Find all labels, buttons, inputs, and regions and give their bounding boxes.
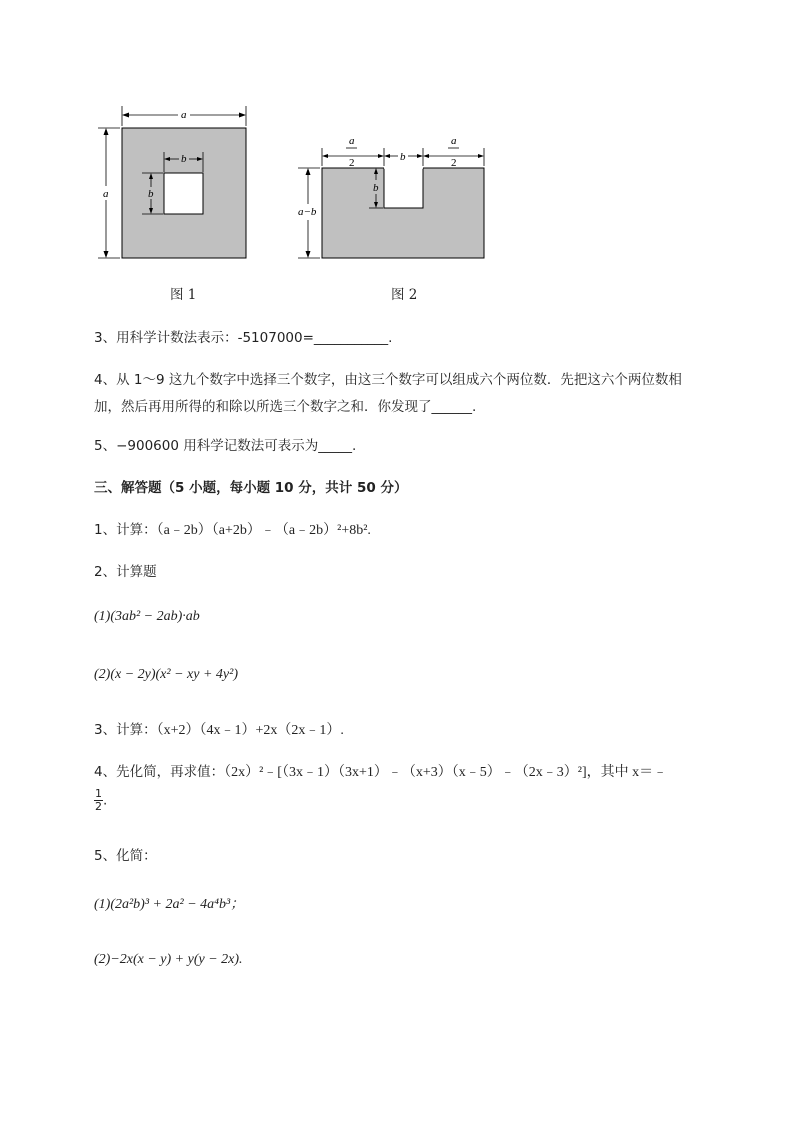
fig1-label-inner-left: b — [148, 188, 154, 200]
fig1-caption: 图 1 — [170, 287, 197, 303]
fig2-cutout — [384, 168, 423, 208]
question-number: 2、 — [94, 564, 117, 580]
fig2-label-left: a−b — [298, 206, 317, 218]
s3-question-4 — [94, 760, 667, 781]
s3-question-5-part2: (2)−2x(x − y) + y(y − 2x). — [94, 952, 243, 967]
fig2-label-top-left-num: a — [349, 135, 355, 147]
question-prefix: 计算： — [116, 522, 157, 538]
question-4-cont — [94, 395, 476, 415]
question-number: 3、 — [94, 330, 117, 346]
question-end: . — [103, 792, 108, 809]
figure-1 — [94, 100, 254, 270]
s3-question-5-part1: (1)(2a²b)³ + 2a² − 4a⁴b³； — [94, 897, 245, 912]
question-number: 5、 — [94, 848, 117, 864]
s3-question-2-part2: (2)(x − 2y)(x² − xy + 4y²) — [94, 667, 238, 682]
s3-question-3 — [94, 718, 344, 739]
question-number: 3、 — [94, 722, 117, 738]
fig2-label-top-right-den: 2 — [451, 157, 457, 169]
question-text: −900600 用科学记数法可表示为_____. — [116, 438, 357, 454]
fig2-caption: 图 2 — [391, 287, 418, 303]
fig2-label-top-left-den: 2 — [349, 157, 355, 169]
fig1-label-top: a — [181, 109, 187, 121]
question-prefix: 计算： — [116, 722, 157, 738]
fig2-label-top-right-num: a — [451, 135, 457, 147]
s3-question-1 — [94, 518, 371, 539]
question-expression: （x+2）（4x﹣1）+2x（2x﹣1）. — [156, 723, 344, 738]
section-heading: 三、解答题（5 小题，每小题 10 分，共计 50 分） — [94, 480, 408, 496]
question-4 — [94, 368, 682, 388]
s3-question-4-cont — [94, 788, 107, 813]
question-text: 计算题 — [116, 564, 157, 580]
fig2-label-inner: b — [373, 182, 379, 194]
question-number: 1、 — [94, 522, 117, 538]
s3-question-2 — [94, 560, 157, 580]
fig1-label-left: a — [103, 188, 109, 200]
s3-question-5 — [94, 844, 157, 864]
question-number: 4、 — [94, 372, 117, 388]
question-prefix: 先化简，再求值： — [116, 764, 225, 780]
question-text: 从 1～9 这九个数字中选择三个数字，由这三个数字可以组成六个两位数．先把这六个两位数相 — [116, 372, 682, 388]
question-number: 5、 — [94, 438, 117, 454]
fraction-numerator: 1 — [95, 787, 102, 800]
fig2-fraction-bars — [294, 130, 494, 170]
question-text: 用科学计数法表示：-5107000=___________. — [116, 330, 393, 346]
fig2-label-top-mid: b — [400, 151, 406, 163]
question-number: 4、 — [94, 764, 117, 780]
fig1-label-inner-top: b — [181, 153, 187, 165]
question-3 — [94, 326, 392, 346]
question-expression: （a﹣2b）（a+2b）﹣（a﹣2b）²+8b². — [156, 523, 371, 538]
question-expression: （2x）²﹣[（3x﹣1）（3x+1）﹣（x+3）（x﹣5）﹣（2x﹣3）²]，其中 x＝﹣ — [224, 765, 668, 780]
question-text: 化简： — [116, 848, 157, 864]
fraction — [94, 788, 103, 813]
fig1-inner-square — [164, 173, 203, 214]
question-text: 加，然后再用所得的和除以所选三个数字之和．你发现了______. — [94, 399, 477, 415]
question-5 — [94, 434, 356, 454]
fraction-denominator: 2 — [95, 800, 102, 813]
s3-question-2-part1: (1)(3ab² − 2ab)·ab — [94, 609, 200, 624]
